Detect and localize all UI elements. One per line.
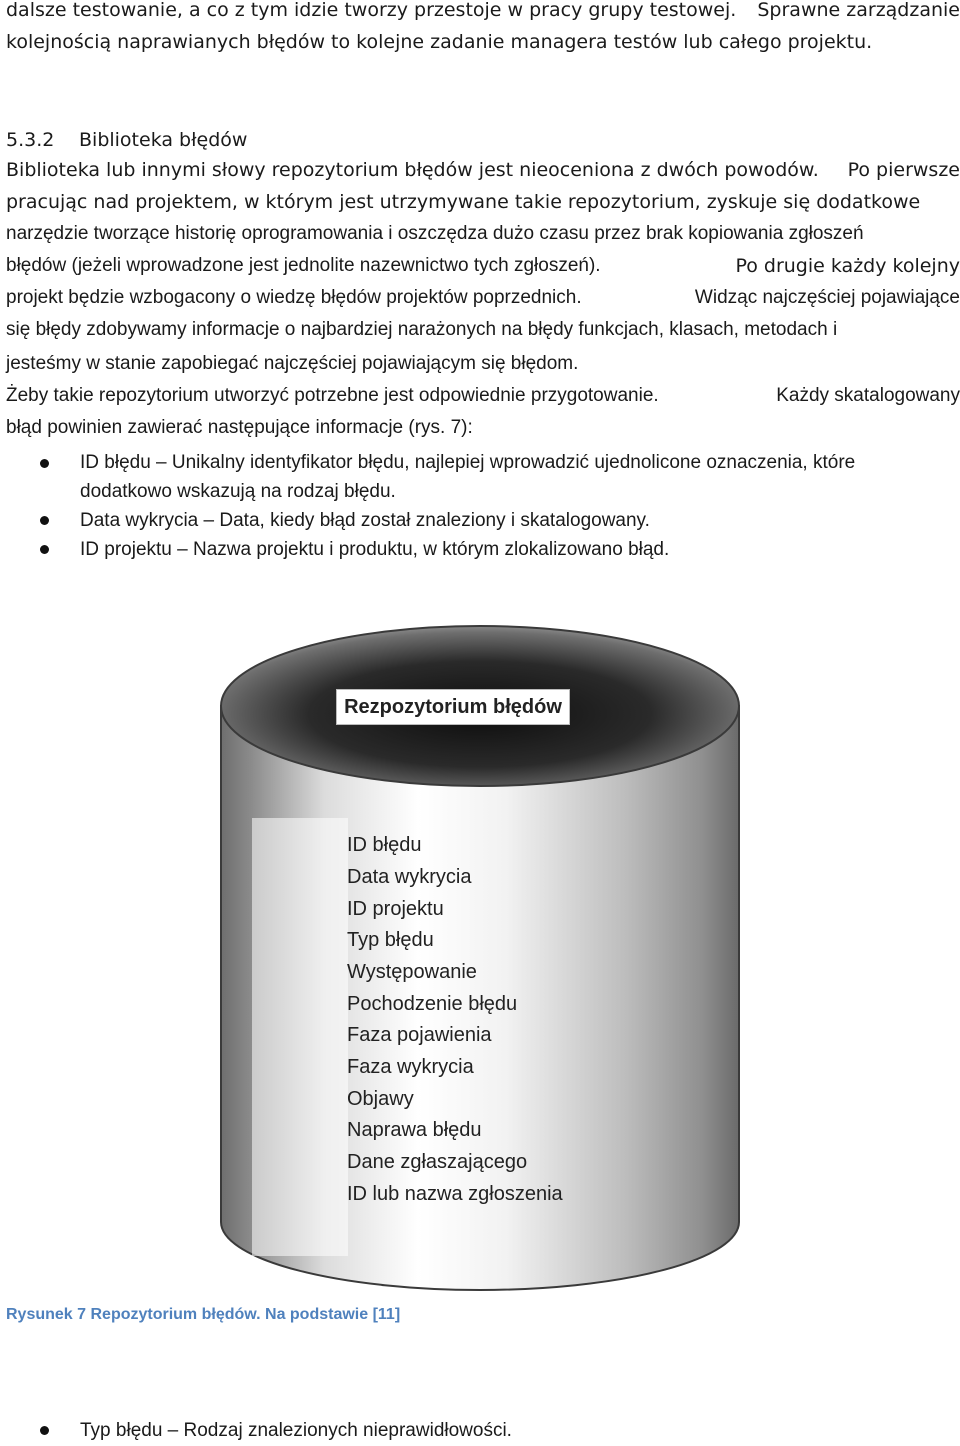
para-text: Po drugie każdy kolejny (735, 255, 960, 277)
field-item: Naprawa błędu (347, 1119, 482, 1141)
para-text: Każdy skatalogowany (776, 385, 960, 406)
bullet-item-date: Data wykrycia – Data, kiedy błąd został znaleziony i skatalogowany. (80, 510, 650, 531)
section-number: 5.3.2 (6, 129, 55, 151)
field-item: ID błędu (347, 834, 422, 856)
figure-caption: Rysunek 7 Repozytorium błędów. Na podstawie [11] (6, 1306, 401, 1323)
para-text: pracując nad projektem, w którym jest utrzymywane takie repozytorium, zyskuje się dodatkowe (6, 191, 921, 213)
bullet-item-project: ID projektu – Nazwa projektu i produktu, w którym zlokalizowano błąd. (80, 539, 670, 560)
para-text: projekt będzie wzbogacony o wiedzę błędów projektów poprzednich. (6, 287, 582, 308)
field-item: ID projektu (347, 898, 444, 920)
section-title: Biblioteka błędów (79, 129, 248, 151)
field-item: Objawy (347, 1088, 414, 1110)
intro-line-2: kolejnością naprawianych błędów to kolejne zadanie managera testów lub całego projektu. (6, 31, 873, 53)
field-item: Występowanie (347, 961, 477, 983)
field-item: Dane zgłaszającego (347, 1151, 528, 1173)
bullet-dot (40, 1426, 49, 1435)
intro-text: Sprawne zarządzanie (757, 0, 960, 21)
para-line-9: błąd powinien zawierać następujące informacje (rys. 7): (6, 417, 473, 438)
para-text: Biblioteka lub innymi słowy repozytorium błędów jest nieoceniona z dwóch powodów. (6, 159, 819, 181)
field-item: Faza wykrycia (347, 1056, 474, 1078)
para-text: błędów (jeżeli wprowadzone jest jednolite nazewnictwo tych zgłoszeń). (6, 255, 601, 276)
field-panel (252, 818, 348, 1256)
field-item: Faza pojawienia (347, 1024, 492, 1046)
para-line-7: jesteśmy w stanie zapobiegać najczęściej pojawiającym się błędom. (6, 353, 579, 374)
bullet-item-id: ID błędu – Unikalny identyfikator błędu, najlepiej wprowadzić ujednolicone oznaczenia, które (80, 452, 856, 473)
repository-label: Rezpozytorium błędów (336, 689, 570, 725)
bullet-item-type: Typ błędu – Rodzaj znalezionych nieprawidłowości. (80, 1420, 512, 1441)
intro-text: dalsze testowanie, a co z tym idzie tworzy przestoje w pracy grupy testowej. (6, 0, 737, 21)
para-text: Żeby takie repozytorium utworzyć potrzebne jest odpowiednie przygotowanie. (6, 385, 659, 406)
field-item: Pochodzenie błędu (347, 993, 518, 1015)
field-item: ID lub nazwa zgłoszenia (347, 1183, 563, 1205)
para-line-6: się błędy zdobywamy informacje o najbardziej narażonych na błędy funkcjach, klasach, metodach i (6, 319, 838, 340)
field-item: Data wykrycia (347, 866, 472, 888)
para-line-3: narzędzie tworzące historię oprogramowania i oszczędza dużo czasu przez brak kopiowania zgłoszeń (6, 223, 864, 244)
para-text: Po pierwsze (847, 159, 960, 181)
field-item: Typ błędu (347, 929, 434, 951)
bullet-item-id-cont: dodatkowo wskazują na rodzaj błędu. (80, 481, 396, 502)
para-text: Widząc najczęściej pojawiające (694, 287, 960, 308)
